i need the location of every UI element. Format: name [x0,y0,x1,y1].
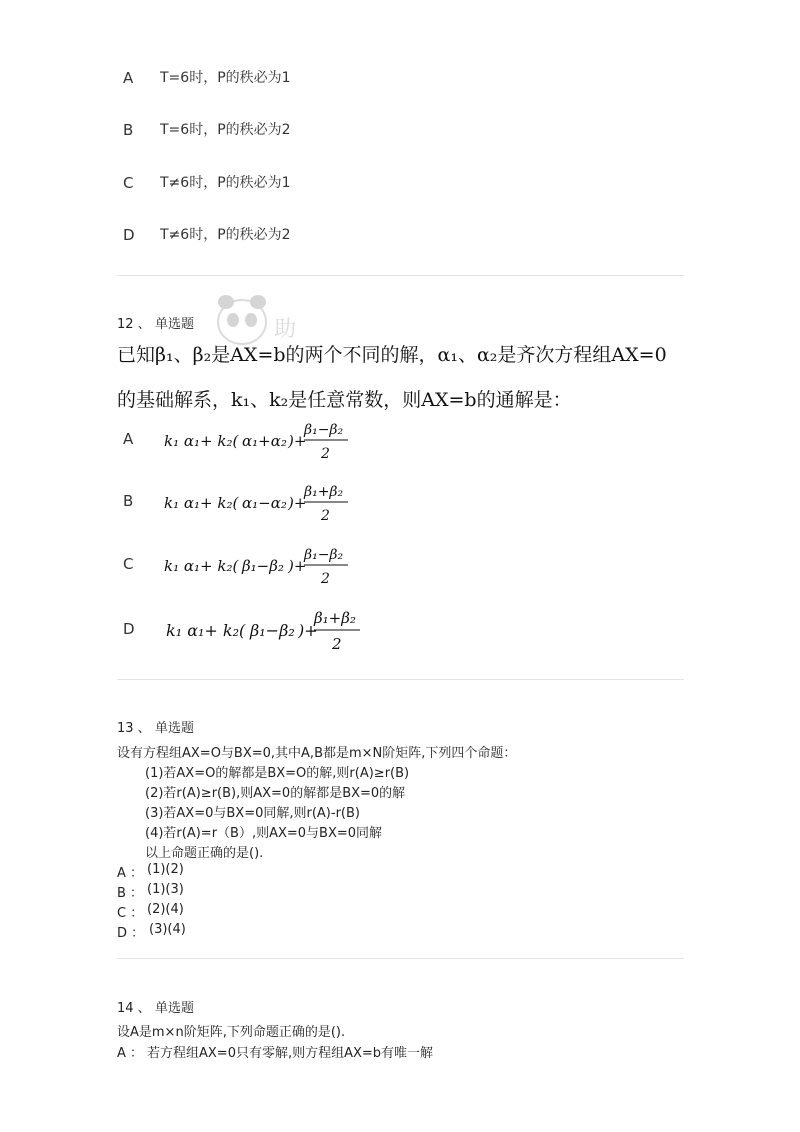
watermark-text: 助 [274,317,297,342]
option-letter: D [123,226,135,244]
option-label: A ： [117,1046,144,1061]
option-label: A ： [117,866,144,881]
option-letter: C [123,555,134,573]
proposition-1: (1)若AX=O的解都是BX=O的解,则r(A)≥r(B) [145,766,410,781]
svg-text:k₁ α₁+ k₂(: k₁ α₁+ k₂( [164,557,239,575]
proposition-4: (4)若r(A)=r（B）,则AX=0与BX=0同解 [145,826,383,841]
proposition-2: (2)若r(A)≥r(B),则AX=0的解都是BX=0的解 [145,786,406,801]
formula-inner: β₁−β₂ [250,621,295,640]
option-letter: A [123,69,134,87]
option-letter: B [123,121,134,139]
formula-numerator: β₁−β₂ [304,547,344,563]
formula-b [164,480,364,532]
option-text: T≠6时，P的秩必为1 [160,175,291,191]
formula-a [164,418,364,470]
question-stem-line2: 的基础解系，k₁、k₂是任意常数，则AX=b的通解是： [117,389,572,411]
option-text: (3)(4) [149,922,186,937]
svg-text:k₁ α₁+ k₂(: k₁ α₁+ k₂( [164,432,239,450]
option-text: (1)(2) [147,862,184,877]
divider [117,958,684,959]
svg-text:)+: )+ [288,494,307,512]
option-letter: B [123,492,134,510]
option-text: (2)(4) [147,902,184,917]
divider [117,275,684,276]
svg-text:2: 2 [321,508,330,524]
formula-numerator: β₁+β₂ [304,484,344,500]
question-conclusion: 以上命题正确的是(). [145,846,264,861]
option-label: D ： [117,926,145,941]
formula-inner: β₁−β₂ [242,557,284,575]
option-label: B ： [117,886,144,901]
formula-numerator: β₁+β₂ [314,609,356,627]
formula-numerator: β₁−β₂ [304,422,344,438]
option-letter: D [123,620,135,638]
svg-text:2: 2 [332,635,342,653]
formula-inner: α₁−α₂ [242,494,287,512]
option-text: T=6时，P的秩必为1 [160,70,291,86]
proposition-3: (3)若AX=0与BX=0同解,则r(A)-r(B) [145,806,360,821]
question-stem: 设A是m×n阶矩阵,下列命题正确的是(). [117,1025,346,1040]
question-type: 单选题 [155,1001,195,1016]
question-type: 单选题 [155,721,195,736]
question-number: 12 、 [117,317,151,332]
formula-c [164,543,364,595]
option-text: T=6时，P的秩必为2 [160,122,291,138]
option-label: C ： [117,906,144,921]
formula-d [166,606,366,660]
option-letter: C [123,174,134,192]
svg-text:)+: )+ [288,557,307,575]
svg-text:2: 2 [321,571,330,587]
svg-text:2: 2 [321,446,330,462]
option-letter: A [123,430,134,448]
question-number: 14 、 [117,1001,151,1016]
svg-text:k₁ α₁+ k₂(: k₁ α₁+ k₂( [166,621,246,640]
question-stem-line1: 已知β₁、β₂是AX=b的两个不同的解，α₁、α₂是齐次方程组AX=0 [117,344,667,366]
option-text: 若方程组AX=0只有零解,则方程组AX=b有唯一解 [147,1046,434,1061]
option-text: T≠6时，P的秩必为2 [160,227,291,243]
question-stem: 设有方程组AX=O与BX=0,其中A,B都是m×N阶矩阵,下列四个命题： [117,746,517,761]
question-type: 单选题 [155,317,195,332]
option-text: (1)(3) [147,882,184,897]
svg-text:)+: )+ [288,432,307,450]
question-number: 13 、 [117,721,151,736]
svg-text:k₁ α₁+ k₂(: k₁ α₁+ k₂( [164,494,239,512]
formula-inner: α₁+α₂ [242,432,287,450]
divider [117,679,684,680]
svg-text:)+: )+ [298,621,318,640]
